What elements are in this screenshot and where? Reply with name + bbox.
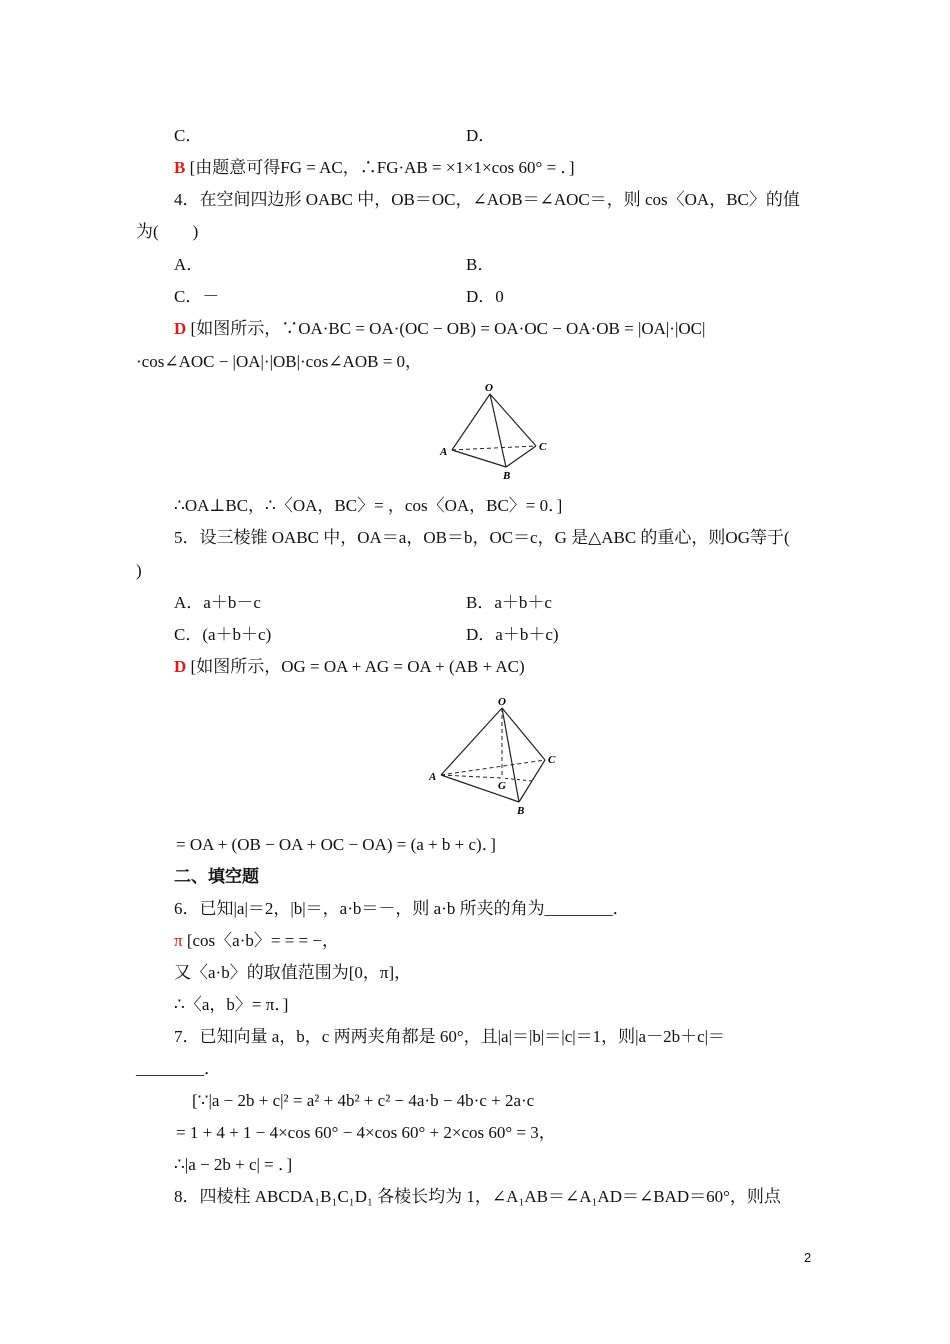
page-number: 2: [804, 1250, 812, 1265]
label-o: O: [485, 382, 493, 394]
edge-oa: [452, 394, 490, 450]
answer-line-6: [174, 930, 339, 952]
edge-oc: [502, 708, 545, 760]
edge-oa: [441, 708, 502, 775]
question-4: 4．在空间四边形 OABC 中，OB＝OC，∠AOB＝∠AOC＝，则 cos〈OA，BC〉的值: [174, 190, 800, 209]
answer-explanation: [如图所示，OG = OA + AG = OA + (AB + AC): [186, 657, 525, 676]
option-a: A．: [174, 255, 204, 274]
label-a: A: [429, 771, 437, 783]
explanation-line: [∵|a − 2b + c|² = a² + 4b² + c² − 4a·b − 4b·c + 2a·c: [192, 1091, 535, 1110]
section-heading: 二、填空题: [174, 867, 259, 886]
question-7-cont: ________．: [136, 1059, 221, 1078]
tetrahedron-figure-1: [432, 380, 562, 485]
explanation-line: = 1 + 4 + 1 − 4×cos 60° − 4×cos 60° + 2×cos 60° = 3，: [176, 1123, 556, 1142]
edge-ab: [441, 775, 519, 802]
label-c: C: [539, 441, 547, 453]
option-b: B．: [466, 255, 495, 274]
option-d: D．0: [466, 287, 504, 306]
option-b: B．a＋b＋c: [466, 593, 552, 612]
label-o: O: [498, 696, 506, 708]
edge-oc: [490, 394, 536, 446]
question-4-cont: 为( ): [136, 222, 199, 241]
edge-ac-hidden: [441, 760, 545, 775]
explanation-line: = OA + (OB − OA + OC − OA) = (a + b + c)．]: [176, 835, 496, 854]
answer-explanation: [cos〈a·b〉= = = −，: [182, 931, 339, 950]
segment-g-midpoint: [502, 778, 532, 781]
option-a: A．a＋b－c: [174, 593, 261, 612]
explanation-line: ·cos∠AOC − |OA|·|OB|·cos∠AOB = 0，: [136, 352, 423, 371]
question-8: 8．四棱柱 ABCDA₁B₁C₁D₁ 各棱长均为 1，∠A₁AB＝∠A₁AD＝∠BAD＝60°，则点: [174, 1187, 781, 1206]
explanation-line: ∴〈a，b〉= π．]: [174, 995, 289, 1014]
answer-line-4: [174, 318, 705, 340]
answer-value: π: [174, 931, 183, 950]
label-g: G: [498, 780, 506, 792]
question-6: 6．已知|a|＝2，|b|＝，a·b＝－，则 a·b 所夹的角为________．: [174, 899, 630, 918]
edge-ac-hidden: [452, 446, 536, 450]
question-7: 7．已知向量 a，b，c 两两夹角都是 60°，且|a|＝|b|＝|c|＝1，则|a－2b＋c|＝: [174, 1027, 726, 1046]
option-d: D．: [466, 126, 496, 145]
option-c: C．－: [174, 287, 220, 306]
answer-letter: B: [174, 158, 186, 177]
option-c: C．(a＋b＋c): [174, 625, 272, 644]
label-a: A: [440, 446, 448, 458]
label-c: C: [548, 754, 556, 766]
question-5-cont: ): [136, 561, 142, 580]
explanation-line: ∴|a − 2b + c| = ．]: [174, 1155, 293, 1174]
answer-explanation: [由题意可得FG = AC，∴FG·AB = ×1×1×cos 60° = ．]: [185, 158, 575, 177]
edge-ob: [490, 394, 506, 467]
answer-letter: D: [174, 319, 187, 338]
label-b: B: [517, 805, 525, 817]
explanation-line: ∴OA⊥BC，∴〈OA，BC〉= ，cos〈OA，BC〉= 0．]: [174, 496, 563, 515]
answer-explanation: [如图所示，∵OA·BC = OA·(OC − OB) = OA·OC − OA·OB = |OA|·|OC|: [186, 319, 706, 338]
question-5: 5．设三棱锥 OABC 中，OA＝a，OB＝b，OC＝c，G 是△ABC 的重心，则OG等于(: [174, 528, 790, 547]
edge-bc: [506, 446, 536, 467]
explanation-line: 又〈a·b〉的取值范围为[0，π]，: [174, 963, 412, 982]
edge-ab: [452, 450, 506, 467]
option-c: C．: [174, 126, 203, 145]
tetrahedron-figure-2: [424, 692, 564, 820]
answer-letter: D: [174, 657, 187, 676]
answer-line-3: [174, 157, 575, 179]
label-b: B: [503, 470, 511, 482]
option-d: D．a＋b＋c): [466, 625, 559, 644]
answer-line-5: [174, 656, 525, 678]
